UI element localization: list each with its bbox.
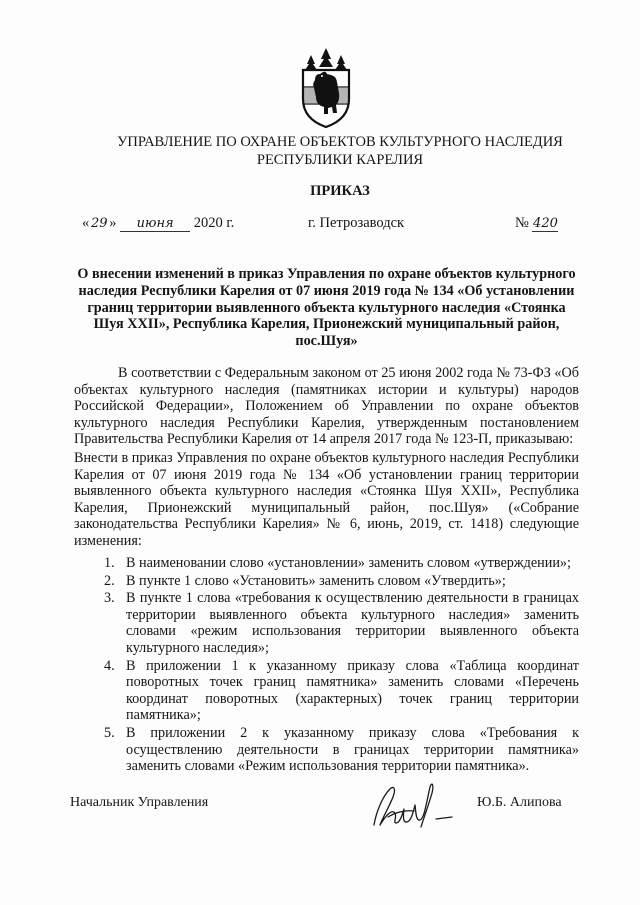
number-value: 420: [533, 216, 558, 231]
preamble-paragraph: В соответствии с Федеральным законом от 25 июня 2002 года № 73-ФЗ «Об объектах культурного наследия (памятниках истории и культуры) народов Российской Федерации», Положением об Управлении по охране объектов культурного наследия Республики Карелия, утвержденным постановлением Правительства Республики Карелия от 14 апреля 2017 года № 123-П, приказываю:: [74, 365, 579, 448]
signer-name: Ю.Б. Алипова: [477, 795, 562, 810]
number-label: №: [515, 215, 529, 231]
list-item: [104, 555, 579, 572]
date-day: 29: [90, 216, 108, 231]
body-paragraph: Внести в приказ Управления по охране объектов культурного наследия Республики Карелия от 07 июня 2019 года № 134 «Об установлении границ территории выявленного объекта культурного наследия «Стоянка Шуя XXII», Республика Карелия, Прионежский муниципальный район, пос.Шуя» («Собрание законодательства Республики Карелия» № 6, июнь, 2019, ст. 1418) следующие изменения:: [74, 450, 579, 549]
item-number: 1.: [104, 555, 115, 571]
agency-name-line1: УПРАВЛЕНИЕ ПО ОХРАНЕ ОБЪЕКТОВ КУЛЬТУРНОГО НАСЛЕДИЯ: [117, 134, 563, 150]
order-heading: О внесении изменений в приказ Управления по охране объектов культурного наследия Республики Карелия от 07 июня 2019 года № 134 «Об установлении границ территории выявленного объекта культурного наследия «Стоянка Шуя XXII», Республика Карелия, Прионежский муниципальный район, пос.Шуя»: [77, 266, 576, 350]
item-text: В приложении 1 к указанному приказу слова «Таблица координат поворотных точек границ памятника» заменить словами «Перечень координат поворотных (характерных) точек границ территории памятника»;: [126, 657, 579, 724]
list-item: [104, 725, 579, 775]
item-text: В пункте 1 слова «требования к осуществлению деятельности в границах территории выявленного объекта культурного наследия» заменить словами «режим использования территории выявленного объекта культурного наследия»;: [126, 590, 579, 656]
item-number: 5.: [104, 724, 115, 741]
signer-title: Начальник Управления: [70, 795, 209, 810]
order-number: [515, 214, 558, 232]
list-item: [104, 590, 579, 656]
item-number: 3.: [104, 590, 115, 607]
date-year: 2020 г.: [193, 215, 235, 231]
order-city: г. Петрозаводск: [308, 215, 405, 231]
date-month: июня: [120, 216, 190, 232]
list-item: [104, 573, 579, 590]
handwritten-signature-icon: [366, 775, 456, 833]
list-item: [104, 658, 579, 724]
amendments-list: [104, 555, 579, 776]
item-text: В пункте 1 слово «Установить» заменить словом «Утвердить»;: [126, 572, 506, 589]
item-text: В приложении 2 к указанному приказу слова «Требования к осуществлению деятельности в границах территории памятника» заменить словами «Режим использования территории памятника».: [126, 724, 579, 775]
item-number: 4.: [104, 657, 115, 674]
document-type: ПРИКАЗ: [310, 183, 370, 199]
agency-name-line2: РЕСПУБЛИКИ КАРЕЛИЯ: [256, 152, 424, 168]
karelia-coat-of-arms-icon: [300, 47, 352, 129]
item-number: 2.: [104, 572, 115, 589]
order-date: « 29 » июня 2020 г.: [82, 215, 235, 231]
item-text: В наименовании слово «установлении» заменить словом «утверждении»;: [126, 555, 571, 571]
